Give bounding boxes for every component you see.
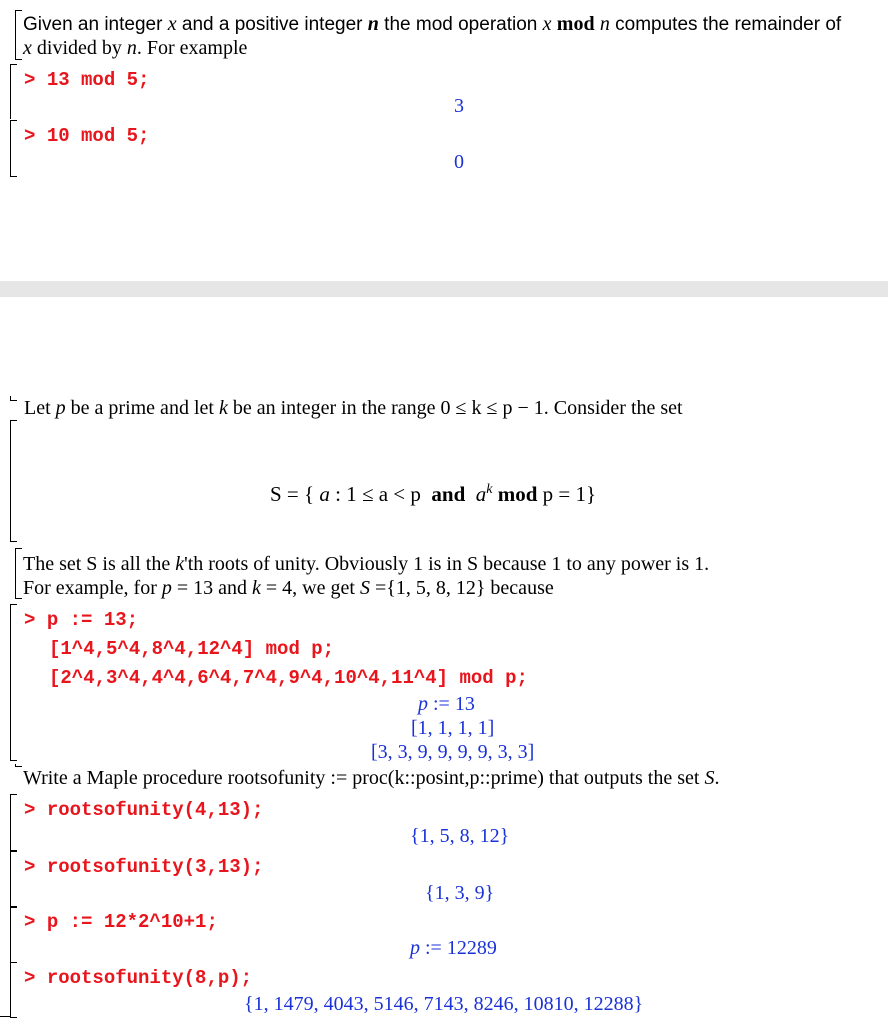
command-output: {1, 5, 8, 12} — [410, 825, 510, 847]
execution-group-bracket — [10, 604, 17, 761]
command-input[interactable]: [2^4,3^4,4^4,6^4,7^4,9^4,10^4,11^4] mod p; — [49, 667, 528, 689]
intro-line-2: x divided by n. For example — [23, 37, 248, 59]
execution-group-bracket — [10, 906, 17, 963]
command-output: 0 — [454, 151, 464, 173]
paragraph-text: Let p be a prime and let k be an integer in the range 0 ≤ k ≤ p − 1. Consider the set — [24, 397, 683, 419]
command-output: {1, 3, 9} — [425, 882, 495, 904]
command-output: 3 — [454, 95, 464, 117]
execution-group-bracket — [10, 962, 17, 1018]
text-group-bracket — [15, 764, 22, 767]
command-input[interactable]: > rootsofunity(8,p); — [24, 967, 253, 989]
execution-group-bracket — [10, 120, 17, 177]
execution-group-bracket — [10, 851, 17, 908]
command-input[interactable]: > p := 12*2^10+1; — [24, 911, 218, 933]
command-input[interactable]: > 10 mod 5; — [24, 125, 150, 147]
text-group-bracket — [15, 10, 22, 60]
command-output: {1, 1479, 4043, 5146, 7143, 8246, 10810, 12288} — [244, 993, 644, 1015]
paragraph-text: The set S is all the k'th roots of unity. Obviously 1 is in S because 1 to any power is 1. — [23, 553, 710, 575]
text-group-bracket — [15, 548, 22, 599]
paragraph-text: For example, for p = 13 and k = 4, we get S ={1, 5, 8, 12} because — [23, 577, 554, 599]
execution-group-bracket — [10, 794, 17, 851]
set-definition: S = { a : 1 ≤ a < p and $a^k$ mod p = 1} — [270, 482, 597, 506]
worksheet-end-marker — [0, 1016, 10, 1017]
intro-line-1: Given an integer x and a positive integer n the mod operation x mod n computes the remainder of — [23, 13, 842, 35]
page-break-divider — [0, 281, 888, 297]
command-output: p := 12289 — [410, 937, 497, 959]
text-group-bracket — [10, 396, 17, 401]
execution-group-bracket — [10, 64, 17, 119]
command-output: p := 13 — [418, 693, 475, 715]
command-output: [1, 1, 1, 1] — [411, 717, 495, 739]
command-input[interactable]: > rootsofunity(4,13); — [24, 799, 264, 821]
command-input[interactable]: > rootsofunity(3,13); — [24, 856, 264, 878]
paragraph-text: Write a Maple procedure rootsofunity := proc(k::posint,p::prime) that outputs the set S. — [23, 767, 720, 789]
math-group-bracket — [10, 420, 17, 542]
command-input[interactable]: [1^4,5^4,8^4,12^4] mod p; — [49, 638, 335, 660]
command-input[interactable]: > 13 mod 5; — [24, 69, 150, 91]
command-output: [3, 3, 9, 9, 9, 9, 3, 3] — [371, 741, 535, 763]
command-input[interactable]: > p := 13; — [24, 609, 139, 631]
